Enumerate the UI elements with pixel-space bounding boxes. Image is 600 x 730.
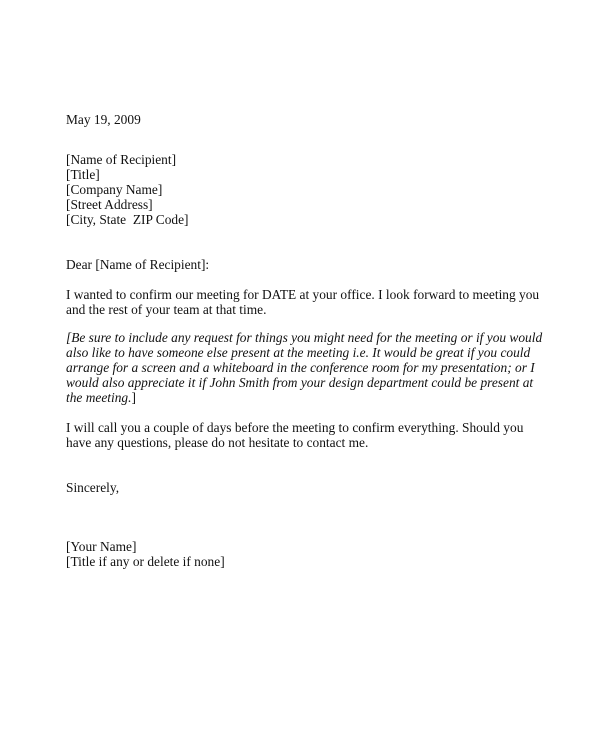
signature-title: [Title if any or delete if none] — [66, 554, 225, 569]
closing: Sincerely, — [66, 480, 120, 495]
paragraph2-line: also like to have someone else present at the meeting i.e. It would be great if you could — [66, 345, 531, 360]
recipient-city: [City, State ZIP Code] — [66, 212, 189, 227]
paragraph2-last: the meeting. — [66, 390, 132, 405]
paragraph1-line: and the rest of your team at that time. — [66, 302, 267, 317]
signature-name: [Your Name] — [66, 539, 137, 554]
paragraph2-line: arrange for a screen and a whiteboard in the conference room for my presentation; or I — [66, 360, 535, 375]
recipient-title: [Title] — [66, 167, 100, 182]
paragraph3-line: I will call you a couple of days before the meeting to confirm everything. Should you — [66, 420, 524, 435]
recipient-name: [Name of Recipient] — [66, 152, 177, 167]
recipient-company: [Company Name] — [66, 182, 163, 197]
paragraph2-close-bracket: ] — [131, 390, 136, 405]
letter-date: May 19, 2009 — [66, 112, 141, 127]
paragraph2-line: [Be sure to include any request for things you might need for the meeting or if you would — [66, 330, 543, 345]
paragraph2-line — [66, 390, 136, 405]
paragraph1-line: I wanted to confirm our meeting for DATE at your office. I look forward to meeting you — [66, 287, 540, 302]
salutation: Dear [Name of Recipient]: — [66, 257, 210, 272]
paragraph3-line: have any questions, please do not hesitate to contact me. — [66, 435, 369, 450]
paragraph2-line: would also appreciate it if John Smith from your design department could be present at — [66, 375, 534, 390]
recipient-street: [Street Address] — [66, 197, 153, 212]
